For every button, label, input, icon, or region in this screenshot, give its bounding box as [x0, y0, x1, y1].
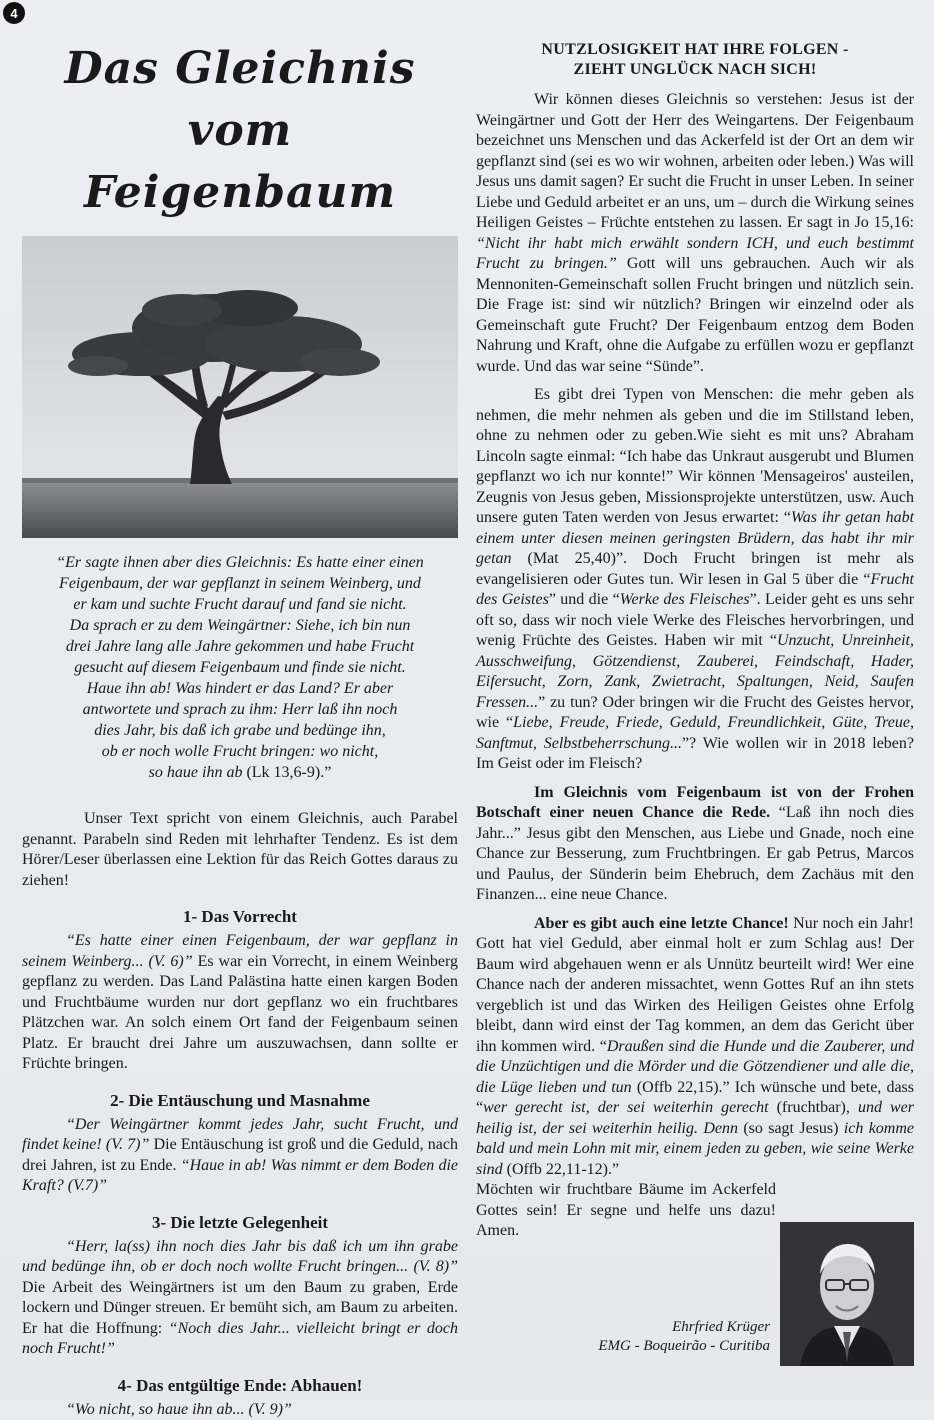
p2-quote-2: Frucht des Geistes	[476, 571, 914, 609]
p4-text-e: (Offb 22,11-12).”	[503, 1161, 619, 1178]
p4-text-b: (Offb 22,15).” Ich wünsche und bete, dass “	[476, 1079, 914, 1117]
section-1-quote: “Es hatte einer einen Feigenbaum, der war gepflanz in seinem Weinberg... (V. 6)”	[22, 932, 458, 970]
section-3-quote: “Herr, la(ss) ihn noch dies Jahr bis daß ich um ihn grabe und bedünge ihn, ob er doch noch wollte Frucht bringen... (V. 8)”	[22, 1238, 458, 1276]
p2-text-d: ”. Leider geht es uns sehr oft so, dass wir noch viele Werke des Fleisches hervorbringen, und wenig Früchte des Geistes. Haben wir mit “	[476, 591, 914, 649]
right-column	[476, 40, 914, 1242]
right-paragraph-1	[476, 90, 914, 377]
p2-quote-3: Werke des Fleisches	[620, 591, 750, 608]
section-3-text	[22, 1237, 458, 1360]
section-1-heading: 1- Das Vorrecht	[22, 907, 458, 927]
p3-bold: Im Gleichnis vom Feigenbaum ist von der Frohen Botschaft einer neuen Chance die Rede.	[476, 784, 914, 822]
section-4-heading: 4- Das entgültige Ende: Abhauen!	[22, 1376, 458, 1396]
p2-text-f: ”? Wie wollen wir in 2018 leben? Im Geist oder im Fleisch?	[476, 735, 914, 773]
intro-paragraph: Unser Text spricht von einem Gleichnis, auch Parabel genannt. Parabeln sind Reden mit lehrhafter Tendenz. Es ist dem Hörer/Leser überlassen eine Lektion für das Reich Gottes daraus zu ziehen!	[22, 809, 458, 891]
author-signature	[476, 1318, 770, 1356]
page-number-badge: 4	[3, 2, 25, 24]
right-paragraph-4	[476, 914, 914, 1181]
p4-text-a: Nur noch ein Jahr! Gott hat viel Geduld, aber einmal holt er zum Schlag aus! Der Baum wird abgehauen wenn er als Unnütz beurteilt wird! Wer eine Chance nach der anderen missachtet, wenn Gottes Ruf an ihn stets vergeblich ist und das Wirken des Heiligen Geistes ohne Erfolg bleibt, dann wird einst der Tag kommen, an dem das Gericht über ihn kommen wird. “	[476, 915, 914, 1055]
right-heading: NUTZLOSIGKEIT HAT IHRE FOLGEN - ZIEHT UNGLÜCK NACH SICH!	[476, 40, 914, 80]
section-2-quote-2: “Haue in ab! Was nimmt er dem Boden die Kraft? (V.7)”	[22, 1157, 458, 1195]
p2-text-b: (Mat 25,40)”. Doch Frucht bringen ist mehr als evangelisieren oder Gutes tun. Wir lesen in Gal 5 über die “	[476, 550, 914, 588]
p4-bold: Aber es gibt auch eine letzte Chance!	[534, 915, 789, 932]
p2-quote-1: Was ihr getan habt einem unter diesen meinen geringsten Brüdern, das habt ihr mir getan	[476, 509, 914, 567]
section-2-text	[22, 1115, 458, 1197]
title-line-2: Feigenbaum	[22, 162, 458, 224]
author-organization: EMG - Boqueirão - Curitiba	[476, 1337, 770, 1356]
right-paragraph-2	[476, 385, 914, 775]
scripture-quote	[26, 552, 454, 783]
p2-quote-4: Unzucht, Unreinheit, Ausschweifung, Götzendienst, Zauberei, Feindschaft, Hader, Eifersucht, Zorn, Zank, Zwietracht, Spaltungen, Neid, Saufen Fressen...	[476, 632, 914, 711]
quote-text: “Er sagte ihnen aber dies Gleichnis: Es hatte einer einen Feigenbaum, der war gepflanzt in seinem Weinberg, und er kam und suchte Frucht darauf und fand sie nicht. Da sprach er zu dem Weingärtner: Siehe, ich bin nun drei Jahre lang alle Jahre gekommen und habe Frucht gesucht auf diesem Feigenbaum und finde sie nicht. Haue ihn ab! Was hindert er das Land? Er aber antwortete und sprach zu ihm: Herr laß ihn noch dies Jahr, bis daß ich grabe und bedünge ihn, ob er noch wolle Frucht bringen: wo nicht, so haue ihn ab	[56, 554, 423, 781]
section-3-quote-2: “Noch dies Jahr... vielleicht bringt er doch noch Frucht!”	[22, 1320, 458, 1358]
section-4-text	[22, 1400, 458, 1420]
author-name: Ehrfried Krüger	[476, 1318, 770, 1337]
section-1-text	[22, 931, 458, 1075]
p2-text-a: Es gibt drei Typen von Menschen: die mehr geben als nehmen, die mehr nehmen als geben und die im Stillstand leben, ohne zu nehmen oder zu geben.Wie sieht es mit uns? Abraham Lincoln sagte einmal: “Ich habe das Unkraut ausgerubt und Blumen gepflanzt wo ich nur konnte!” Wir können 'Mensageiros' austeilen, Zeugnis von Jesus geben, Missionsprojekte unterstützen, usw. Auch unsere guten Taten werden von Jesus erwartet: “	[476, 386, 914, 526]
p4-text-c: (fruchtbar),	[769, 1099, 858, 1116]
article-title	[22, 38, 458, 224]
p1-text-b: Gott will uns gebrauchen. Auch wir als Mennoniten-Gemeinschaft sollen Frucht bringen und nützlich sein. Die Frage ist: sind wir nützlich? Bringen wir einzelnd oder als Gemeinschaft gute Frucht? Der Feigenbaum entzog dem Boden Nahrung und Kraft, ohne die Aufgabe zu erfüllen wozu er gepflanzt wurde. Und das war seine “Sünde”.	[476, 255, 914, 375]
p2-text-c: ” und die “	[549, 591, 620, 608]
section-2-heading: 2- Die Entäuschung und Masnahme	[22, 1091, 458, 1111]
author-portrait	[780, 1222, 914, 1366]
right-paragraph-3	[476, 783, 914, 906]
p4-quote-2: wer gerecht ist, der sei weiterhin gerecht	[483, 1099, 768, 1116]
section-3-heading: 3- Die letzte Gelegenheit	[22, 1213, 458, 1233]
p4-text-d: (so sagt Jesus)	[738, 1120, 844, 1137]
p4-quote-4: ich komme bald und mein Lohn mit mir, einem jeden zu geben, wie seine Werke sind	[476, 1120, 914, 1178]
section-1-body: Es war ein Vorrecht, in einem Weinberg gepflanz zu werden. Das Land Palästina hatte einen kargen Boden und Fruchtbäume wurden nur dort gepflanz wo ein fruchtbares Plätzchen war. An solch einem Ort fand der Feigenbaum seinen Platz. Er braucht drei Jahre um auszuwachsen, dann sollte er Früchte bringen.	[22, 953, 458, 1073]
title-line-1: Das Gleichnis vom	[64, 43, 415, 156]
p2-text-e: ” zu tun? Oder bringen wir die Frucht des Geistes hervor, wie “	[476, 694, 914, 732]
p4-quote-1: Draußen sind die Hunde und die Zauberer, und die Unzüchtigen und die Mörder und die Götzendiener und alle die, die Lüge lieben und tun	[476, 1038, 914, 1096]
p1-text-a: Wir können dieses Gleichnis so verstehen: Jesus ist der Weingärtner und Gott der Herr des Weingartens. Der Feigenbaum bezeichnet uns Menschen und das Ackerfeld ist der Ort an dem wir gepflanzt sind (sei es wo wir wohnen, arbeiten oder leben.) Was will Jesus uns damit sagen? Er sucht die Frucht in unser Leben. In seiner Liebe und Geduld arbeitet er an uns, um – durch die Wirkung seines Heiligen Geistes – Früchte entstehen zu lassen. Er sagt in Jo 15,16:	[476, 91, 914, 231]
p3-text: “Laß ihn noch dies Jahr...” Jesus gibt den Menschen, aus Liebe und Gnade, noch eine Chance zur Besserung, zum Fruchtbringen. Er gab Petrus, Marcos und Paulus, der Sünderin beim Ehebruch, dem Zachäus mit den Finanzen... eine neue Chance.	[476, 804, 914, 903]
section-2-body: Die Entäuschung ist groß und die Geduld, nach drei Jahren, ist zu Ende.	[22, 1136, 458, 1174]
fig-tree-photo	[22, 236, 458, 538]
quote-reference: (Lk 13,6-9).”	[246, 764, 331, 781]
p1-quote: “Nicht ihr habt mich erwählt sondern ICH, und euch bestimmt Frucht zu bringen.”	[476, 235, 914, 273]
p2-quote-5: Liebe, Freude, Friede, Geduld, Freundlichkeit, Güte, Treue, Sanftmut, Selbstbeherrschung...	[476, 714, 914, 752]
closing-paragraph: Möchten wir fruchtbare Bäume im Ackerfeld Gottes sein! Er segne und helfe uns dazu! Amen.	[476, 1180, 776, 1242]
p4-quote-3: und wer heilig ist, der sei weiterhin heilig. Denn	[476, 1099, 914, 1137]
left-column	[22, 30, 458, 1420]
section-4-quote: “Wo nicht, so haue ihn ab... (V. 9)”	[66, 1401, 292, 1418]
section-2-quote: “Der Weingärtner kommt jedes Jahr, sucht Frucht, und findet keine! (V. 7)”	[22, 1116, 458, 1154]
section-3-body: Die Arbeit des Weingärtners ist um den Baum zu graben, Erde lockern und Dünger streuen. Er bemüht sich, am Baum zu arbeiten. Er hat die Hoffnung:	[22, 1279, 458, 1337]
